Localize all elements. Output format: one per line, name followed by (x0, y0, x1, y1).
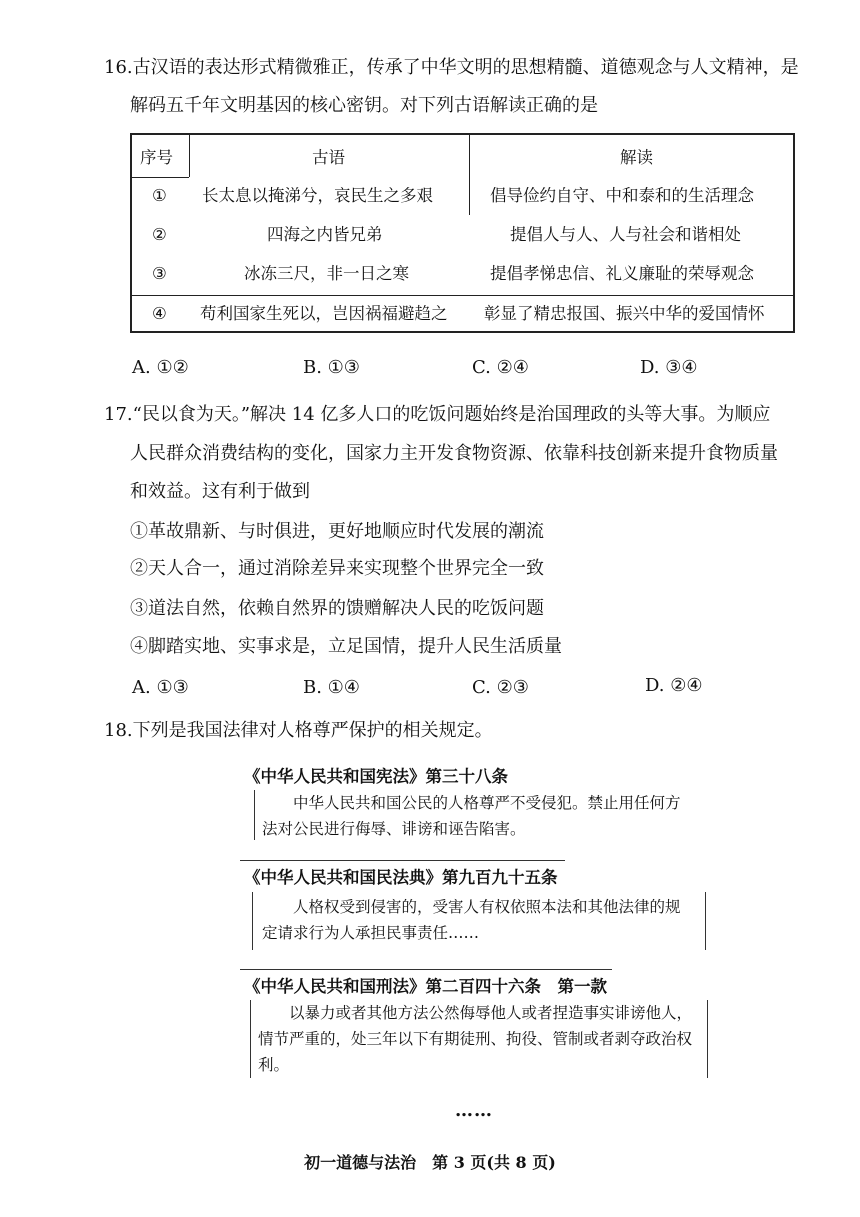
table-header-index: 序号 (140, 148, 173, 167)
q16-stem-line2: 解码五千年文明基因的核心密钥。对下列古语解读正确的是 (130, 95, 598, 116)
q17-item-3: ③道法自然，依赖自然界的馈赠解决人民的吃饭问题 (130, 598, 544, 619)
law-3-title: 《中华人民共和国刑法》第二百四十六条 第一款 (244, 977, 607, 996)
q16-table (130, 133, 795, 333)
table-row-1-interpretation: 倡导俭约自守、中和泰和的生活理念 (490, 186, 754, 205)
table-row-1-index: ① (152, 186, 167, 205)
q16-option-d: D. ③④ (640, 357, 698, 378)
table-row-3-interpretation: 提倡孝悌忠信、礼义廉耻的荣辱观念 (490, 264, 754, 283)
law-1-body: 中华人民共和国公民的人格尊严不受侵犯。禁止用任何方法对公民进行侮辱、诽谤和诬告陷害。 (262, 794, 681, 838)
page-footer: 初一道德与法治 第 3 页(共 8 页) (304, 1153, 556, 1172)
q17-option-b: B. ①④ (303, 677, 360, 698)
q18-stem: 18.下列是我国法律对人格尊严保护的相关规定。 (104, 720, 493, 741)
law-3-top-rule (240, 969, 612, 970)
q17-item-2: ②天人合一，通过消除差异来实现整个世界完全一致 (130, 558, 544, 579)
q17-item-4: ④脚踏实地、实事求是，立足国情，提升人民生活质量 (130, 636, 562, 657)
ellipsis: …… (455, 1100, 493, 1121)
table-row-2-interpretation: 提倡人与人、人与社会和谐相处 (510, 225, 741, 244)
q17-option-c: C. ②③ (472, 677, 529, 698)
q16-option-a: A. ①② (132, 357, 189, 378)
table-row-2-phrase: 四海之内皆兄弟 (267, 225, 383, 244)
q17-option-a: A. ①③ (132, 677, 189, 698)
law-2-body: 人格权受到侵害的，受害人有权依照本法和其他法律的规定请求行为人承担民事责任…… (262, 898, 681, 942)
table-row-4-phrase: 苟利国家生死以，岂因祸福避趋之 (200, 304, 448, 323)
q17-stem-line3: 和效益。这有利于做到 (130, 481, 310, 502)
q16-stem-line1: 16.古汉语的表达形式精微雅正，传承了中华文明的思想精髓、道德观念与人文精神，是 (104, 57, 799, 78)
law-2-title: 《中华人民共和国民法典》第九百九十五条 (244, 868, 558, 887)
table-row-4-index: ④ (152, 304, 167, 323)
table-row-3-index: ③ (152, 264, 167, 283)
table-row-3-phrase: 冰冻三尺，非一日之寒 (244, 264, 409, 283)
q17-stem-line1: 17.“民以食为天。”解决 14 亿多人口的吃饭问题始终是治国理政的头等大事。为顺应 (104, 404, 771, 425)
law-2-top-rule (240, 860, 565, 861)
q16-option-b: B. ①③ (303, 357, 360, 378)
q17-option-d: D. ②④ (645, 675, 703, 696)
table-row-2-index: ② (152, 225, 167, 244)
table-row-1-phrase: 长太息以掩涕兮，哀民生之多艰 (202, 186, 433, 205)
table-header-phrase: 古语 (312, 148, 345, 167)
table-row-4-interpretation: 彰显了精忠报国、振兴中华的爱国情怀 (484, 304, 765, 323)
q17-item-1: ①革故鼎新、与时俱进，更好地顺应时代发展的潮流 (130, 521, 544, 542)
law-3-body: 以暴力或者其他方法公然侮辱他人或者捏造事实诽谤他人，情节严重的，处三年以下有期徒刑、拘役、管制或者剥夺政治权利。 (258, 1004, 693, 1074)
law-1-title: 《中华人民共和国宪法》第三十八条 (244, 767, 508, 786)
table-header-interpretation: 解读 (620, 148, 653, 167)
q17-stem-line2: 人民群众消费结构的变化，国家力主开发食物资源、依靠科技创新来提升食物质量 (130, 443, 778, 464)
q16-option-c: C. ②④ (472, 357, 529, 378)
